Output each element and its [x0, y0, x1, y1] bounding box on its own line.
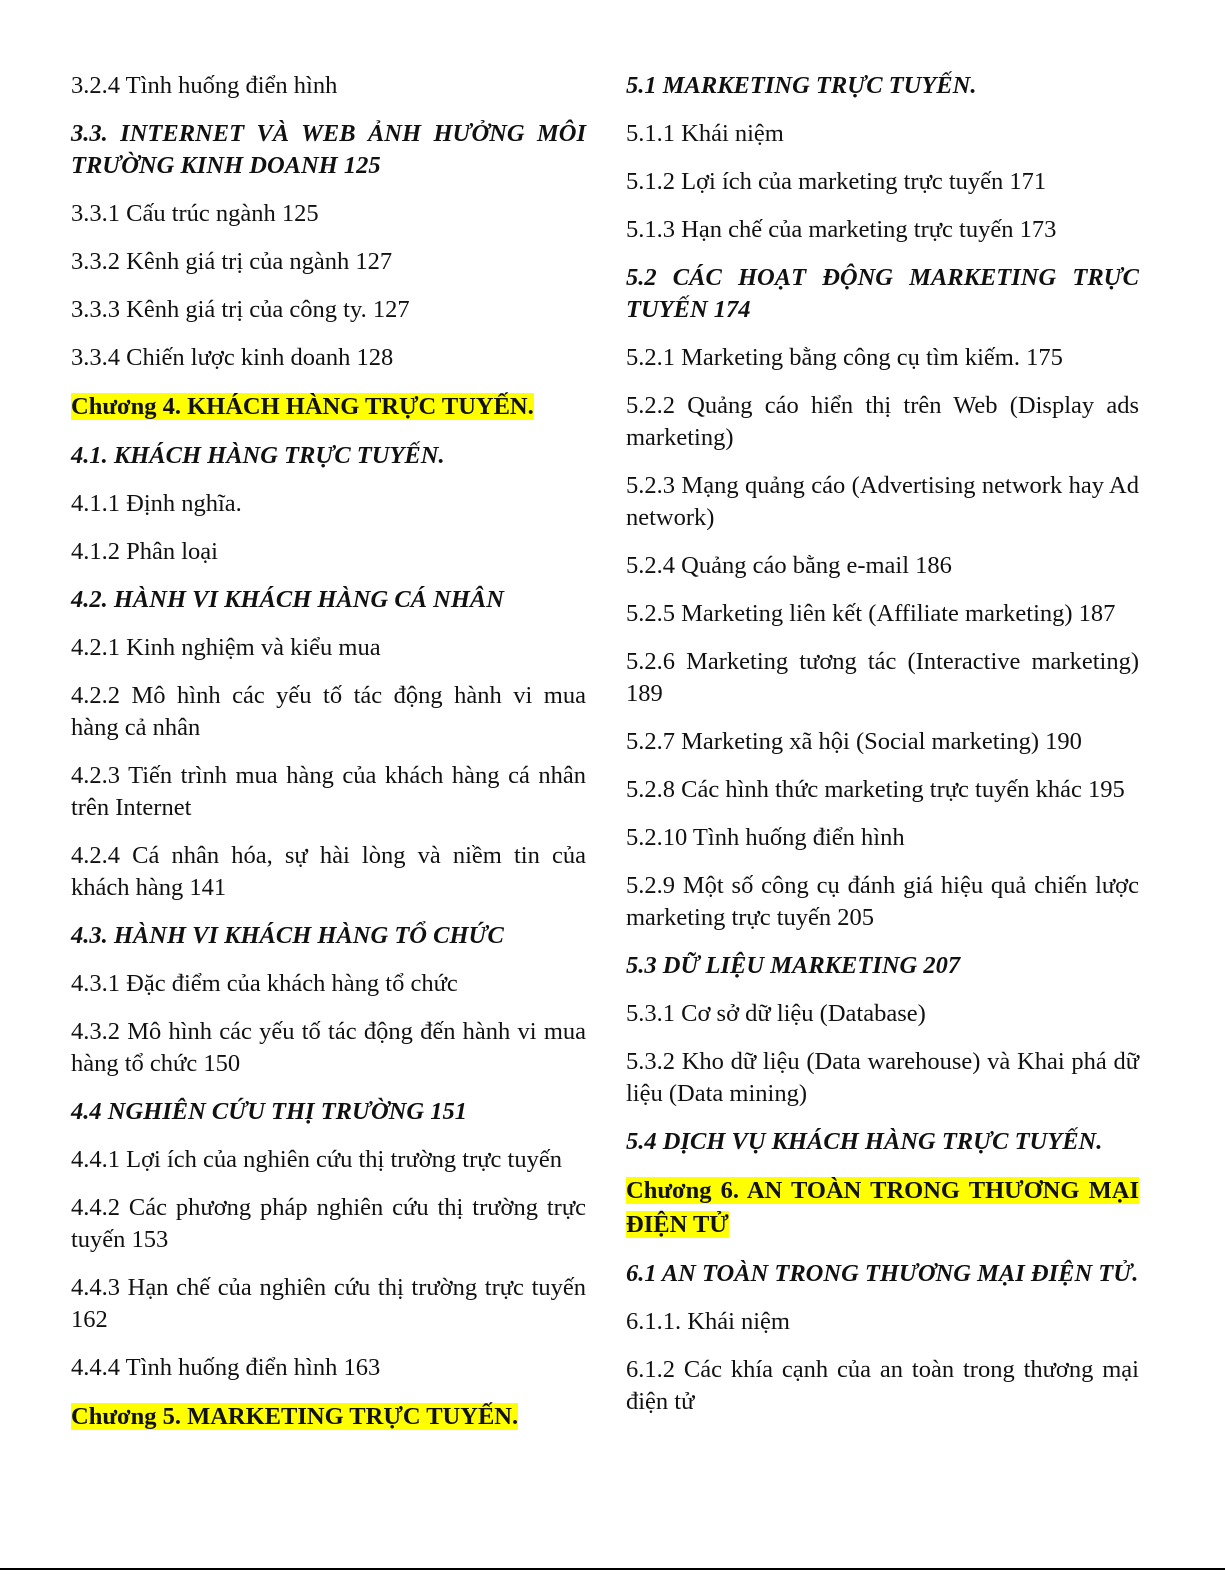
toc-item: 3.3.3 Kênh giá trị của công ty. 127 [71, 296, 410, 323]
toc-item: 3.3.2 Kênh giá trị của ngành 127 [71, 248, 393, 275]
toc-item: 4.1.1 Định nghĩa. [71, 490, 242, 517]
toc-item: 3.2.4 Tình huống điển hình [71, 72, 338, 99]
toc-item: 5.2.6 Marketing tương tác (Interactive marketing) 189 [626, 648, 1139, 707]
toc-item: 5.2.9 Một số công cụ đánh giá hiệu quả chiến lược marketing trực tuyến 205 [626, 872, 1139, 931]
toc-item: 4.2.2 Mô hình các yếu tố tác động hành vi mua hàng cả nhân [71, 682, 586, 741]
toc-item: 4.4.3 Hạn chế của nghiên cứu thị trường trực tuyến 162 [71, 1274, 586, 1333]
toc-item: 5.1.2 Lợi ích của marketing trực tuyến 171 [626, 168, 1047, 195]
toc-section-heading: 5.3 DỮ LIỆU MARKETING 207 [626, 952, 961, 979]
toc-item: 5.2.10 Tình huống điển hình [626, 824, 905, 851]
toc-item: 5.3.1 Cơ sở dữ liệu (Database) [626, 1000, 926, 1027]
chapter-highlight: Chương 6. AN TOÀN TRONG THƯƠNG MẠI ĐIỆN TỬ [626, 1177, 1139, 1238]
toc-chapter-heading [71, 1400, 586, 1434]
toc-item: 5.2.8 Các hình thức marketing trực tuyến khác 195 [626, 776, 1125, 803]
toc-item: 4.2.4 Cá nhân hóa, sự hài lòng và niềm tin của khách hàng 141 [71, 842, 586, 901]
toc-section-heading: 4.1. KHÁCH HÀNG TRỰC TUYẾN. [71, 442, 445, 469]
toc-item: 4.4.4 Tình huống điển hình 163 [71, 1354, 381, 1381]
toc-section-heading: 6.1 AN TOÀN TRONG THƯƠNG MẠI ĐIỆN TỬ. [626, 1260, 1139, 1287]
toc-item: 4.2.3 Tiến trình mua hàng của khách hàng cá nhân trên Internet [71, 762, 586, 821]
toc-item: 5.3.2 Kho dữ liệu (Data warehouse) và Khai phá dữ liệu (Data mining) [626, 1048, 1139, 1107]
toc-item: 5.2.4 Quảng cáo bằng e-mail 186 [626, 552, 952, 579]
toc-section-heading: 5.1 MARKETING TRỰC TUYẾN. [626, 72, 977, 99]
toc-item: 5.1.1 Khái niệm [626, 120, 784, 147]
toc-item: 4.1.2 Phân loại [71, 538, 218, 565]
toc-item: 5.2.3 Mạng quảng cáo (Advertising network hay Ad network) [626, 472, 1139, 531]
toc-item: 5.2.7 Marketing xã hội (Social marketing) 190 [626, 728, 1082, 755]
toc-section-heading: 4.3. HÀNH VI KHÁCH HÀNG TỔ CHỨC [71, 922, 504, 949]
toc-chapter-heading [71, 390, 586, 424]
toc-item: 4.2.1 Kinh nghiệm và kiểu mua [71, 634, 381, 661]
page-bottom-rule [0, 1568, 1225, 1570]
toc-section-heading: 4.2. HÀNH VI KHÁCH HÀNG CÁ NHÂN [71, 586, 504, 613]
toc-left-column [71, 70, 586, 1450]
toc-item: 4.3.1 Đặc điểm của khách hàng tổ chức [71, 970, 458, 997]
toc-item: 5.2.5 Marketing liên kết (Affiliate marketing) 187 [626, 600, 1116, 627]
toc-item: 3.3.4 Chiến lược kinh doanh 128 [71, 344, 394, 371]
chapter-highlight: Chương 4. KHÁCH HÀNG TRỰC TUYẾN. [71, 393, 534, 420]
toc-item: 5.1.3 Hạn chế của marketing trực tuyến 173 [626, 216, 1057, 243]
chapter-highlight: Chương 5. MARKETING TRỰC TUYẾN. [71, 1403, 519, 1430]
toc-section-heading: 5.2 CÁC HOẠT ĐỘNG MARKETING TRỰC TUYẾN 174 [626, 264, 1139, 323]
toc-item: 6.1.2 Các khía cạnh của an toàn trong thương mại điện tử [626, 1356, 1139, 1415]
toc-item: 3.3.1 Cấu trúc ngành 125 [71, 200, 319, 227]
toc-right-column [626, 70, 1139, 1434]
toc-item: 6.1.1. Khái niệm [626, 1308, 790, 1335]
toc-item: 5.2.1 Marketing bằng công cụ tìm kiếm. 175 [626, 344, 1063, 371]
toc-chapter-heading [626, 1174, 1139, 1242]
toc-item: 4.3.2 Mô hình các yếu tố tác động đến hành vi mua hàng tổ chức 150 [71, 1018, 586, 1077]
toc-section-heading: 3.3. INTERNET VÀ WEB ẢNH HƯỞNG MÔI TRƯỜNG KINH DOANH 125 [71, 120, 586, 179]
toc-section-heading: 5.4 DỊCH VỤ KHÁCH HÀNG TRỰC TUYẾN. [626, 1128, 1103, 1155]
toc-item: 4.4.1 Lợi ích của nghiên cứu thị trường trực tuyến [71, 1146, 562, 1173]
toc-section-heading: 4.4 NGHIÊN CỨU THỊ TRƯỜNG 151 [71, 1098, 467, 1125]
toc-item: 4.4.2 Các phương pháp nghiên cứu thị trường trực tuyến 153 [71, 1194, 586, 1253]
toc-item: 5.2.2 Quảng cáo hiển thị trên Web (Display ads marketing) [626, 392, 1139, 451]
